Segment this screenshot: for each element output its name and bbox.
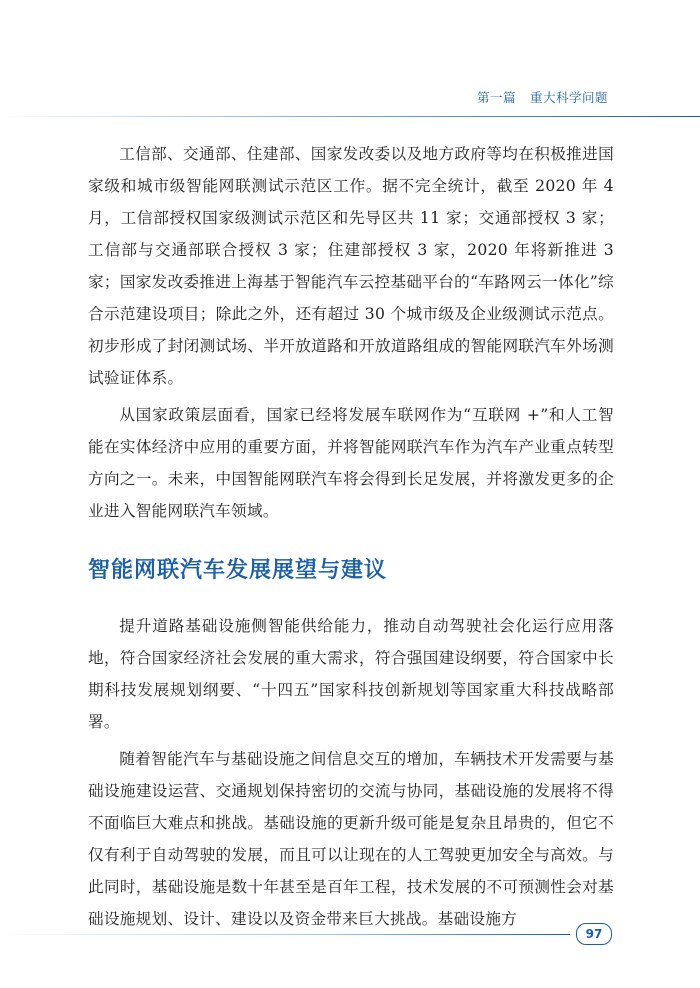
- page-number: 97: [576, 923, 612, 945]
- page-content: [88, 138, 614, 940]
- footer-rule: [0, 934, 570, 935]
- header-part-title: 重大科学问题: [529, 90, 608, 105]
- body-paragraph-2: 从国家政策层面看，国家已经将发展车联网作为“互联网 +”和人工智能在实体经济中应用的重要方面，并将智能网联汽车作为汽车产业重点转型方向之一。未来，中国智能网联汽车将会得到长足发展，并将激发更多的企业进入智能网联汽车领域。: [88, 406, 614, 520]
- section-title: 智能网联汽车发展展望与建议: [88, 558, 388, 583]
- header-rule: [0, 116, 700, 117]
- header-part-label: 第一篇: [476, 90, 516, 105]
- body-paragraph-3: 提升道路基础设施侧智能供给能力，推动自动驾驶社会化运行应用落地，符合国家经济社会发展的重大需求，符合强国建设纲要，符合国家中长期科技发展规划纲要、“十四五”国家科技创新规划等国家重大科技战略部署。: [88, 617, 614, 731]
- body-paragraph-1: 工信部、交通部、住建部、国家发改委以及地方政府等均在积极推进国家级和城市级智能网联测试示范区工作。据不完全统计，截至 2020 年 4 月，工信部授权国家级测试示范区和先导区共 11 家；交通部授权 3 家；工信部与交通部联合授权 3 家；住建部授权 3 家，2020 年将新推进 3 家；国家发改委推进上海基于智能汽车云控基础平台的“车路网云一体化”综合示范建设项目；除此之外，还有超过 30 个城市级及企业级测试示范点。初步形成了封闭测试场、半开放道路和开放道路组成的智能网联汽车外场测试验证体系。: [88, 145, 614, 387]
- body-paragraph-4: 随着智能汽车与基础设施之间信息交互的增加，车辆技术开发需要与基础设施建设运营、交通规划保持密切的交流与协同，基础设施的发展将不得不面临巨大难点和挑战。基础设施的更新升级可能是复杂且昂贵的，但它不仅有利于自动驾驶的发展，而且可以让现在的人工驾驶更加安全与高效。与此同时，基础设施是数十年甚至是百年工程，技术发展的不可预测性会对基础设施规划、设计、建设以及资金带来巨大挑战。基础设施方: [88, 750, 614, 928]
- running-header: [477, 88, 608, 106]
